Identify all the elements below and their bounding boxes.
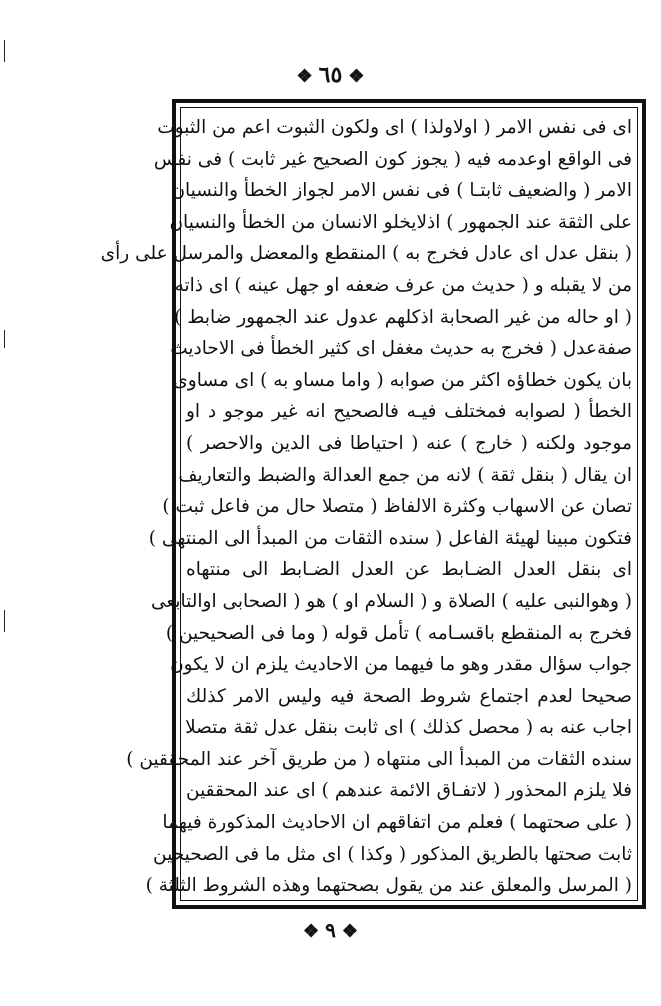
margin-tick: [4, 610, 5, 632]
text-line: الخطأ ( لصوابه فمختلف فيـه فالصحيح انه غير موجو د او: [186, 401, 632, 423]
text-line: ( المرسل والمعلق عند من يقول بصحتهما وهذه الشروط الثلثة ): [145, 875, 632, 897]
text-line: ثابت صحتها بالطريق المذكور ( وكذا ) اى مثل ما فى الصحيحين: [153, 843, 632, 865]
page-number-value: ٦٥: [318, 62, 343, 88]
ornament-icon: ❖: [348, 66, 365, 87]
text-line: الامر ( والضعيف ثابتـا ) فى نفس الامر لجواز الخطأ والنسيان: [171, 180, 632, 202]
signature-number: ٩: [325, 918, 336, 942]
text-line: على الثقة عند الجمهور ) اذلايخلو الانسان من الخطأ والنسيان: [169, 211, 632, 233]
text-line: من لا يقبله و ( حديث من عرف ضعفه او جهل عينه ) اى ذاته: [174, 274, 632, 296]
page-number: [0, 62, 661, 88]
text-line: ( على صحتهما ) فعلم من اتفاقهم ان الاحاديث المذكورة فيهما: [162, 812, 632, 834]
margin-tick: [4, 330, 5, 348]
margin-tick: [4, 40, 5, 62]
text-line: صفةعدل ( فخرج به حديث مغفل اى كثير الخطأ فى الاحاديث: [170, 338, 632, 360]
text-line: ان يقال ( بنقل ثقة ) لانه من جمع العدالة والضبط والتعاريف: [178, 464, 632, 486]
text-line: بان يكون خطاؤه اكثر من صوابه ( واما مساو به ) اى مساوى: [173, 369, 632, 391]
text-line: فلا يلزم المحذور ( لاتفـاق الائمة عندهم ) اى عند المحققين: [186, 780, 632, 802]
text-line: اى بنقل العدل الضـابط عن العدل الضـابط الى منتهاه: [186, 559, 632, 581]
text-line: فتكون مبينا لهيئة الفاعل ( سنده الثقات من المبدأ الى المنتهى ): [148, 527, 632, 549]
text-line: سنده الثقات من المبدأ الى منتهاه ( من طريق آخر عند المحققين ): [126, 748, 632, 770]
text-line: ( وهوالنبى عليه ) الصلاة و ( السلام او ) هو ( الصحابى اوالتابعى: [151, 590, 632, 612]
main-text: [100, 112, 632, 902]
text-line: ( بنقل عدل اى عادل فخرج به ) المنقطع والمعضل والمرسل على رأى: [100, 243, 632, 265]
text-line: صحيحا لعدم اجتماع شروط الصحة فيه وليس الامر كذلك: [186, 685, 632, 707]
text-line: تصان عن الاسهاب وكثرة الالفاظ ( متصلا حال من فاعل ثبت ): [162, 496, 632, 518]
ornament-icon: ❖: [341, 921, 359, 942]
text-line: فى الواقع اوعدمه فيه ( يجوز كون الصحيح غير ثابت ) فى نفس: [153, 148, 632, 170]
ornament-icon: ❖: [296, 66, 313, 87]
text-line: اى فى نفس الامر ( اولاولذا ) اى ولكون الثبوت اعم من الثبوت: [157, 117, 632, 138]
ornament-icon: ❖: [302, 921, 320, 942]
text-line: اجاب عنه به ( محصل كذلك ) اى ثابت بنقل عدل ثقة متصلا: [185, 717, 632, 739]
signature-mark: [0, 918, 661, 942]
text-line: جواب سؤال مقدر وهو ما فيهما من الاحاديث يلزم ان لا يكون: [170, 654, 632, 676]
text-line: فخرج به المنقطع باقسـامه ) تأمل قوله ( وما فى الصحيحين ): [165, 622, 632, 644]
text-line: ( او حاله من غير الصحابة اذكلهم عدول عند الجمهور ضابط ): [174, 306, 632, 328]
text-line: موجود ولكنه ( خارج ) عنه ( احتياطا فى الدين والاحصر ): [186, 432, 632, 454]
